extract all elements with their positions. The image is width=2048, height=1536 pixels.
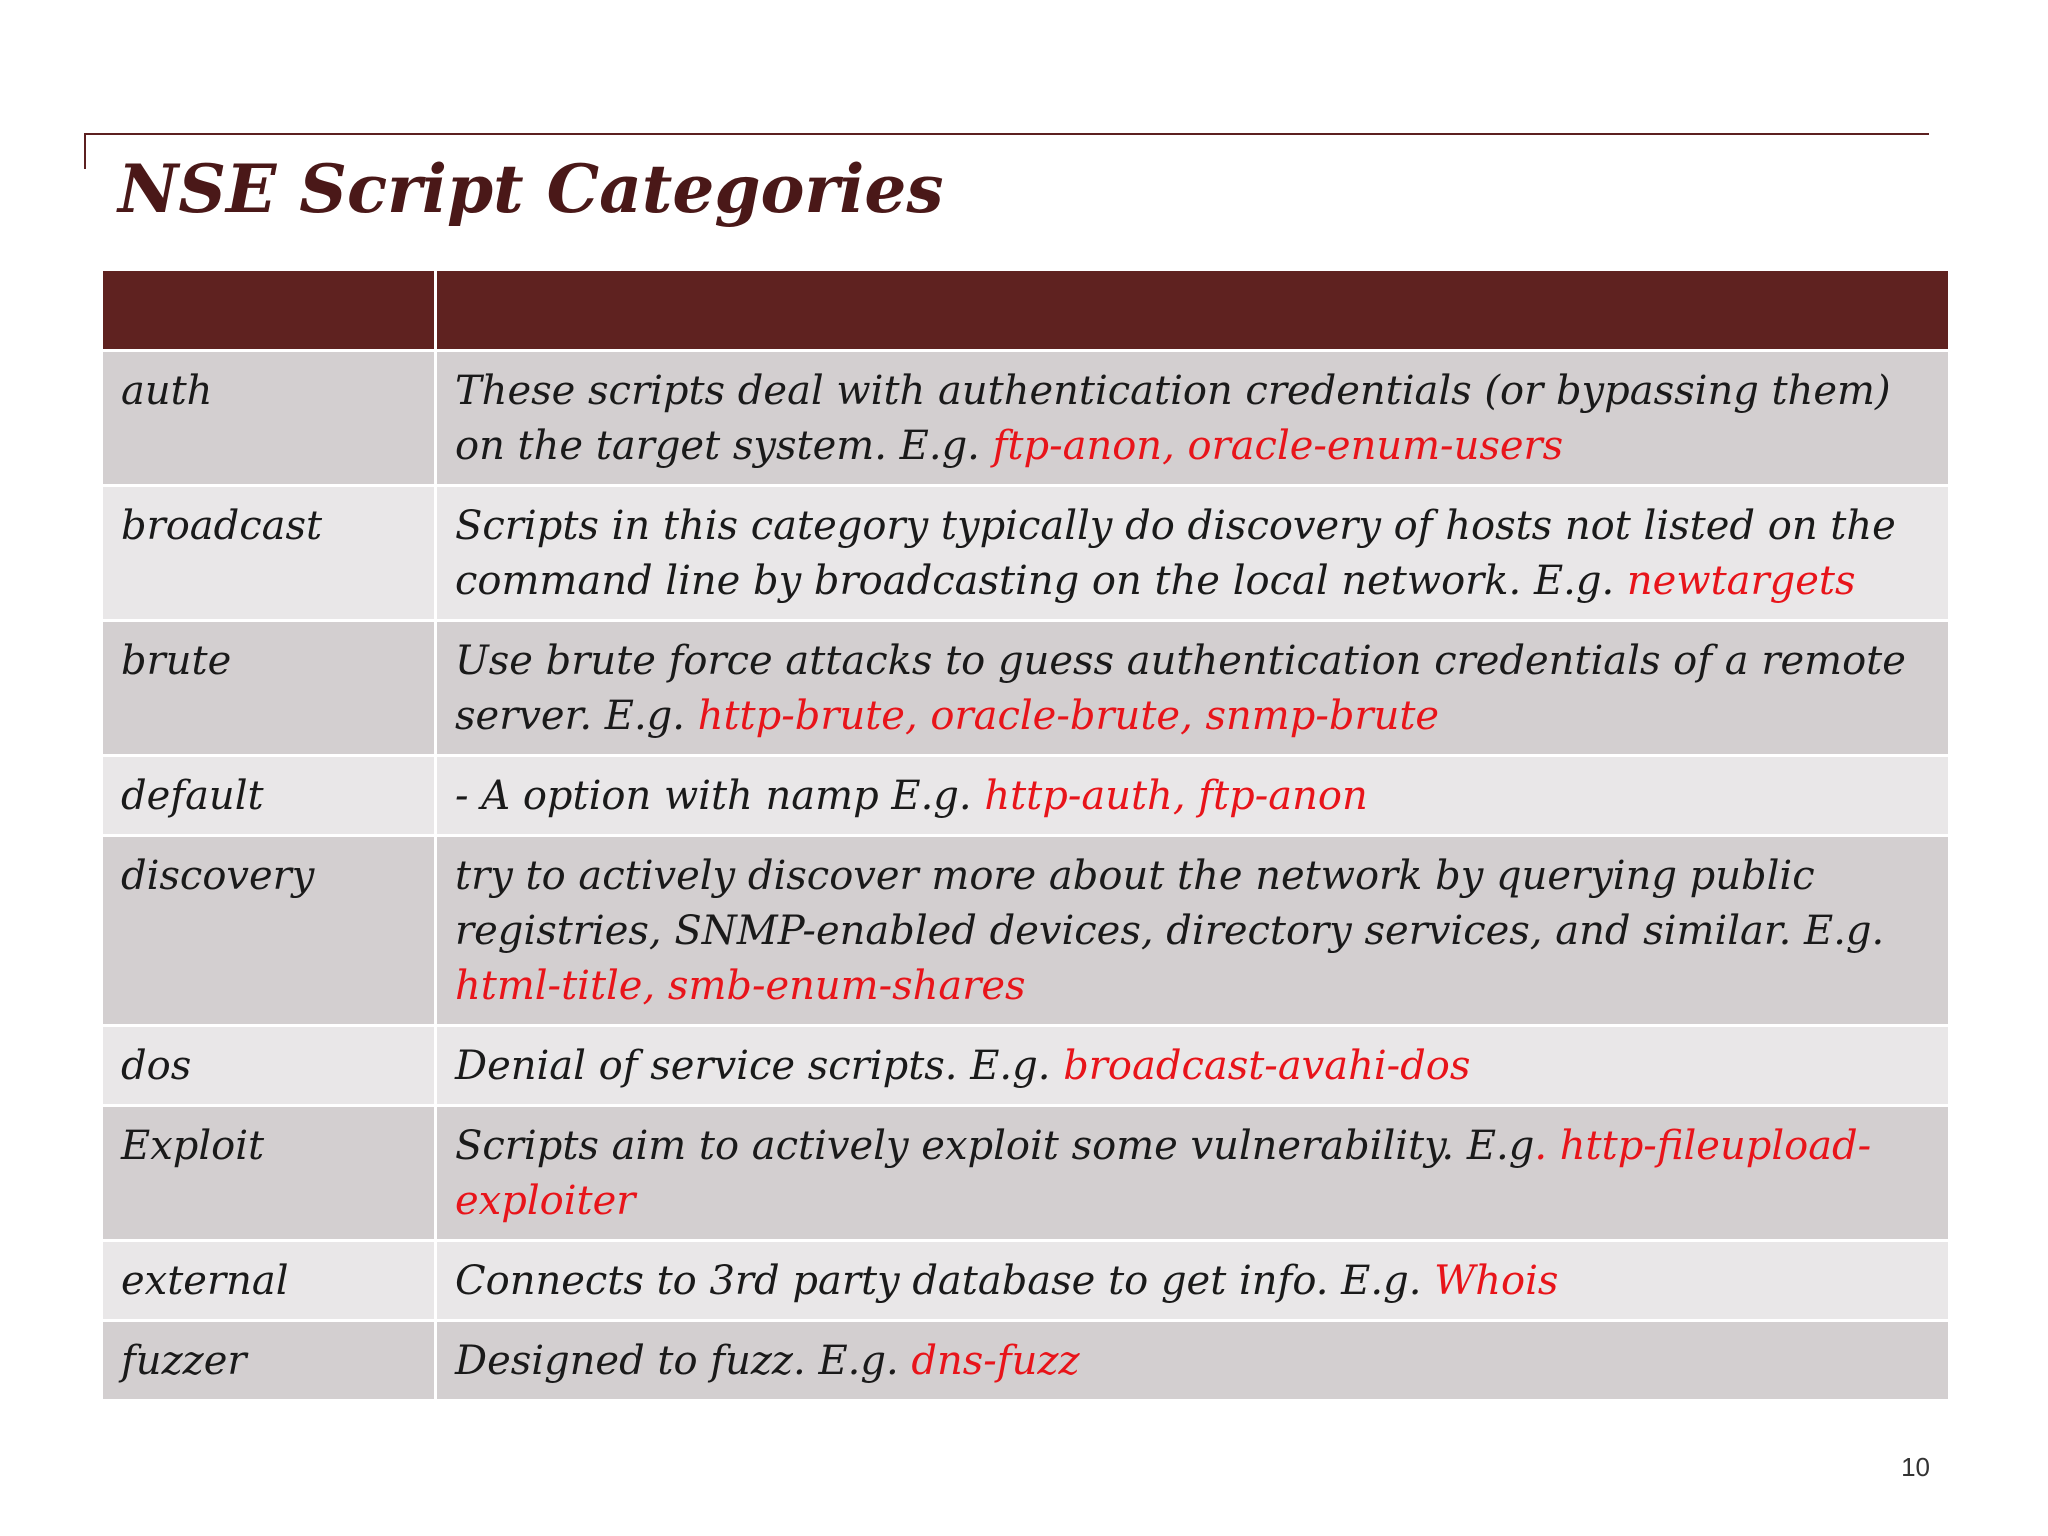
- example-scripts: broadcast-avahi-dos: [1063, 1043, 1471, 1089]
- category-name: fuzzer: [102, 1321, 436, 1401]
- category-name: Exploit: [102, 1106, 436, 1241]
- category-description: [436, 836, 1950, 1026]
- table-row: [102, 756, 1950, 836]
- table-header-row: [102, 270, 1950, 351]
- category-name: broadcast: [102, 486, 436, 621]
- category-description: [436, 1106, 1950, 1241]
- description-text: These scripts deal with authentication credentials (or bypassing them) on the target system. E.g.: [455, 368, 1891, 469]
- example-scripts: http-brute, oracle-brute, snmp-brute: [697, 693, 1440, 739]
- example-scripts: . http-fileupload-exploiter: [455, 1123, 1872, 1224]
- category-description: [436, 1026, 1950, 1106]
- category-name: discovery: [102, 836, 436, 1026]
- category-description: [436, 1241, 1950, 1321]
- table-row: [102, 836, 1950, 1026]
- header-category: [102, 270, 436, 351]
- example-scripts: Whois: [1434, 1258, 1559, 1304]
- table-row: [102, 1026, 1950, 1106]
- title-rule: [84, 133, 1929, 135]
- example-scripts: dns-fuzz: [911, 1338, 1080, 1384]
- category-description: [436, 1321, 1950, 1401]
- example-scripts: html-title, smb-enum-shares: [455, 963, 1026, 1009]
- description-text: - A option with namp E.g.: [455, 773, 985, 819]
- header-description: [436, 270, 1950, 351]
- table-row: [102, 486, 1950, 621]
- table-row: [102, 1241, 1950, 1321]
- slide-title: NSE Script Categories: [118, 150, 944, 228]
- description-text: Designed to fuzz. E.g.: [455, 1338, 912, 1384]
- description-text: try to actively discover more about the network by querying public registries, SNMP-enabled devices, directory services, and similar. E.g.: [455, 853, 1885, 954]
- category-description: [436, 621, 1950, 756]
- category-name: brute: [102, 621, 436, 756]
- category-name: default: [102, 756, 436, 836]
- description-text: Denial of service scripts. E.g.: [455, 1043, 1064, 1089]
- example-scripts: http-auth, ftp-anon: [984, 773, 1368, 819]
- description-text: Scripts in this category typically do discovery of hosts not listed on the command line by broadcasting on the local network. E.g.: [455, 503, 1896, 604]
- category-name: auth: [102, 351, 436, 486]
- example-scripts: newtargets: [1626, 558, 1856, 604]
- categories-table: [100, 268, 1951, 1402]
- table-row: [102, 351, 1950, 486]
- description-text: Use brute force attacks to guess authentication credentials of a remote server. E.g.: [455, 638, 1906, 739]
- category-description: [436, 351, 1950, 486]
- table-row: [102, 1321, 1950, 1401]
- category-name: dos: [102, 1026, 436, 1106]
- page-number: 10: [1901, 1452, 1930, 1482]
- table-row: [102, 621, 1950, 756]
- title-rule-tick: [84, 133, 86, 169]
- table-row: [102, 1106, 1950, 1241]
- category-description: [436, 756, 1950, 836]
- category-description: [436, 486, 1950, 621]
- example-scripts: ftp-anon, oracle-enum-users: [992, 423, 1564, 469]
- description-text: Scripts aim to actively exploit some vulnerability. E.g: [455, 1123, 1535, 1169]
- description-text: Connects to 3rd party database to get info. E.g.: [455, 1258, 1435, 1304]
- category-name: external: [102, 1241, 436, 1321]
